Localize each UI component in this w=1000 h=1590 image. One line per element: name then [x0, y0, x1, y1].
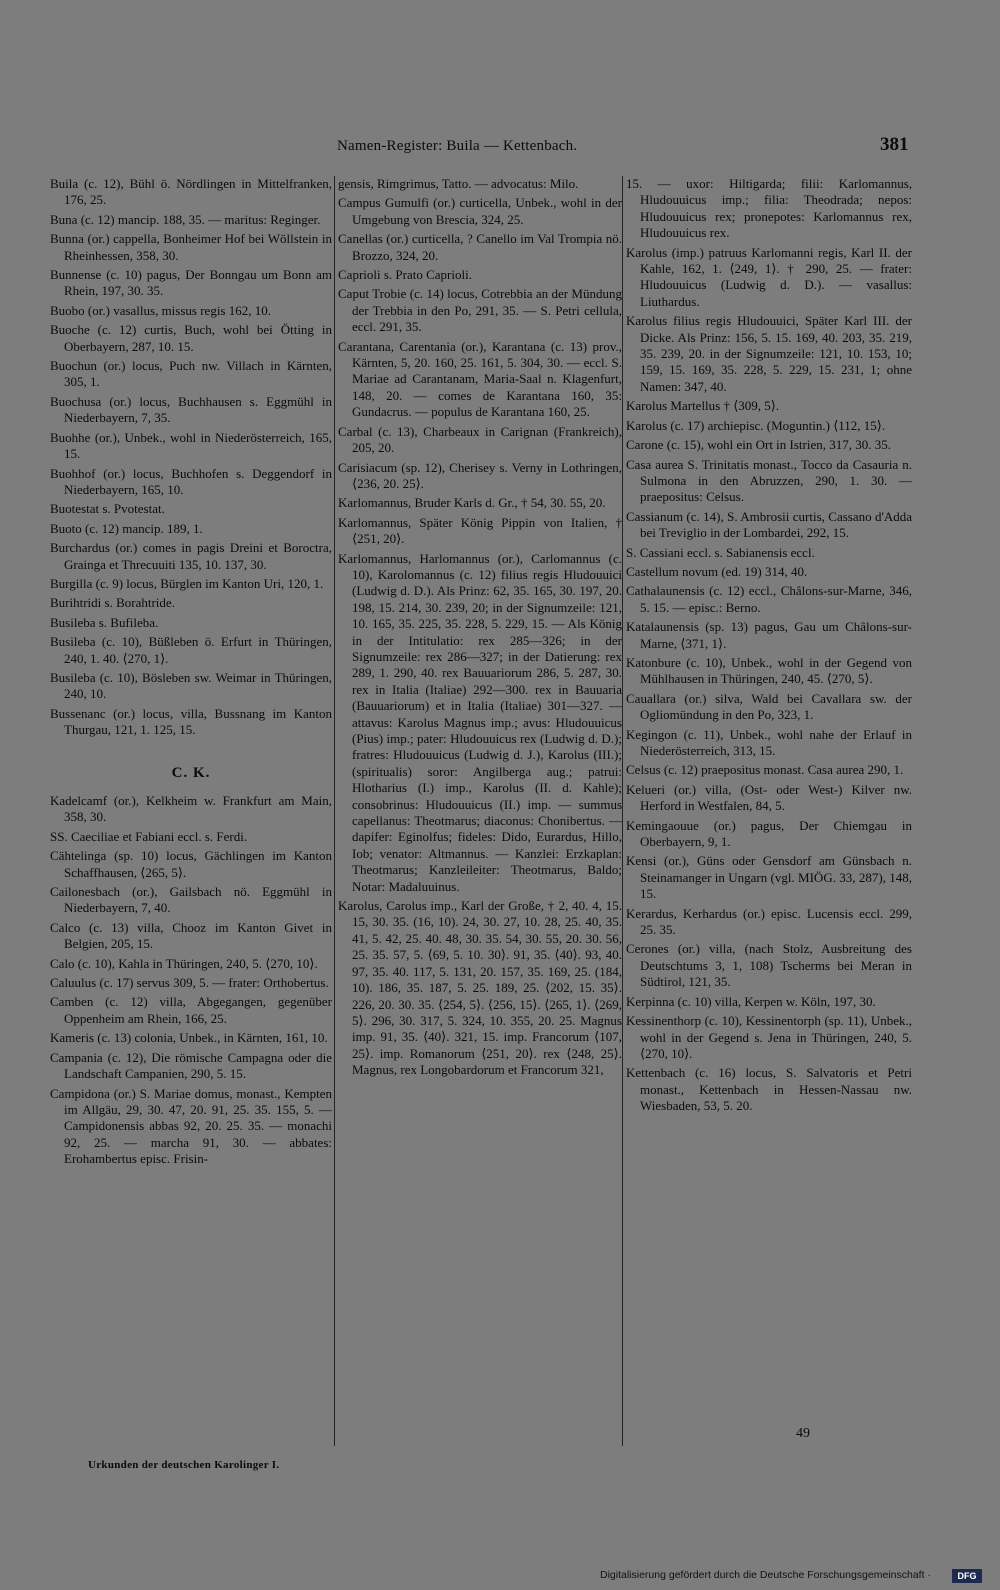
register-entry: Carbal (c. 13), Charbeaux in Carignan (Frankreich), 205, 20.	[338, 423, 622, 456]
register-entry: Karolus (imp.) patruus Karlomanni regis, Karl II. der Kahle, 162, 1. ⟨249, 1⟩. † 290, 25. — frater: Hludouuicus (Ludwig d. D.). — vasallus: Liuthardus.	[626, 244, 912, 309]
register-entry: Buohhe (or.), Unbek., wohl in Niederösterreich, 165, 15.	[50, 429, 332, 462]
register-entry: Caprioli s. Prato Caprioli.	[338, 267, 472, 283]
register-entry: Campus Gumulfi (or.) curticella, Unbek., wohl in der Umgebung von Brescia, 324, 25.	[338, 195, 622, 227]
register-entry: Carone (c. 15), wohl ein Ort in Istrien, 317, 30. 35.	[626, 437, 892, 453]
register-entry: Buoche (c. 12) curtis, Buch, wohl bei Ötting in Oberbayern, 287, 10. 15.	[50, 322, 332, 354]
register-entry: Campidona (or.) S. Mariae domus, monast., Kempten im Allgäu, 29, 30. 47, 20. 91, 25. 35. 155, 5. — Campidonensis abbas 92, 20. 25. 35. — monachi 92, 25. — marcha 91, 30. — abbates: Erohambertus episc. Frisin-	[50, 1085, 332, 1167]
register-entry: Karolus filius regis Hludouuici, Später Karl III. der Dicke. Als Prinz: 156, 5. 15. 169, 40. 203, 35. 219, 35. 239, 20. in der Signumzeile: 121, 10. 153, 10; 159, 15. 169, 35. 228, 5. 229, 15. 231, 1; ohne Namen: 347, 40.	[626, 313, 912, 394]
column-3	[626, 176, 912, 1458]
column-rule-left	[334, 176, 335, 1446]
register-entry: Cauallara (or.) silva, Wald bei Cavallara sw. der Ogliomündung in den Po, 323, 1.	[626, 690, 912, 723]
register-entry: Bunnense (c. 10) pagus, Der Bonngau um Bonn am Rhein, 197, 30. 35.	[50, 267, 332, 299]
register-entry: Buochusa (or.) locus, Buchhausen s. Eggmühl in Niederbayern, 7, 35.	[50, 393, 332, 426]
register-entry: Kettenbach (c. 16) locus, S. Salvatoris et Petri monast., Kettenbach in Hessen-Nassau nw. Wiesbaden, 53, 5. 20.	[626, 1065, 912, 1114]
register-entry: Camben (c. 12) villa, Abgegangen, gegenüber Oppenheim am Rhein, 166, 25.	[50, 994, 332, 1026]
register-entry: Buohhof (or.) locus, Buchhofen s. Deggendorf in Niederbayern, 165, 10.	[50, 465, 332, 497]
register-entry: Busileba (c. 10), Büßleben ö. Erfurt in Thüringen, 240, 1. 40. ⟨270, 1⟩.	[50, 634, 332, 666]
page-number: 381	[880, 134, 909, 155]
column-1	[50, 176, 332, 1458]
register-entry: Canellas (or.) curticella, ? Canello im Val Trompia nö. Brozzo, 324, 20.	[338, 231, 622, 263]
register-entry: Karlomannus, Harlomannus (or.), Carlomannus (c. 10), Karolomannus (c. 12) filius regis Hludouuici (Ludwig d. D.). Als Prinz: 62, 35. 165, 30. 197, 20. 198, 15. 214, 30. 239, 20; in der Signumzeile: 121, 10. 165, 35. 225, 35. 228, 5. 229, 15. — Als König in der Intitulatio: rex 285—326; in der Signumzeile: rex 286—327; in der Datierung: rex 289, 1. 290, 40. rex Bauuariorum 286, 5. 287, 30. rex in Italia (Italiae) 292—300. rex in Bauuaria (Bauuariorum) et in Italia (Italiae) 301—327. — attavus: Karolus Magnus imp.; avus: Hludouuicus (Pius) imp.; pater: Hludouuicus rex (Ludwig d. D.); fratres: Hludouuicus (Ludwig d. J.), Karolus (III.); (spiritualis) soror: Angilberga aug.; patrui: Hlotharius (I.) imp., Karolus (II. d. Kahle); consobrinus: Hludouuicus (II.) imp. — summus capellanus: Theotmarus; diaconus: Chonibertus. — dapifer: Eginolfus; fideles: Dido, Eurardus, Hillo, Iob; venator: Altmannus. — Kanzlei: Erzkaplan: Theotmarus; Kanzleileiter: Theotmarus, Baldo; Notar: Madaluuinus.	[338, 550, 622, 894]
register-entry: Casa aurea S. Trinitatis monast., Tocco da Casauria n. Sulmona in den Abruzzen, 290, 1. 30. — praepositus: Celsus.	[626, 456, 912, 505]
register-entry: Carantana, Carentania (or.), Karantana (c. 13) prov., Kärnten, 5, 20. 160, 25. 161, 5. 304, 30. — eccl. S. Mariae ad Carantanam, Maria-Saal n. Klagenfurt, 148, 20. — comes de Karantana 160, 35: Gundacrus. — populus de Karantana 160, 25.	[338, 338, 622, 420]
section-heading: C. K.	[171, 764, 211, 781]
register-entry: Karolus (c. 17) archiepisc. (Moguntin.) ⟨112, 15⟩.	[626, 417, 886, 433]
register-entry: Kameris (c. 13) colonia, Unbek., in Kärnten, 161, 10.	[50, 1030, 328, 1046]
column-rule-right	[622, 176, 623, 1446]
register-entry: Kessinenthorp (c. 10), Kessinentorph (sp. 11), Unbek., wohl in der Gegend s. Jena in Thüringen, 240, 5. ⟨270, 10⟩.	[626, 1013, 912, 1061]
register-entry: Caput Trobie (c. 14) locus, Cotrebbia an der Mündung der Trebbia in den Po, 291, 35. — S. Petri cellula, eccl. 291, 35.	[338, 286, 622, 335]
register-entry: Burihtridi s. Borahtride.	[50, 595, 175, 611]
column-2	[338, 176, 622, 1458]
register-entry: Busileba s. Bufileba.	[50, 614, 159, 630]
register-entry: Buna (c. 12) mancip. 188, 35. — maritus: Reginger.	[50, 211, 321, 227]
register-entry: Burchardus (or.) comes in pagis Dreini et Boroctra, Grainga et Threcuuiti 135, 10. 137, 30.	[50, 540, 332, 572]
register-entry: Cähtelinga (sp. 10) locus, Gächlingen im Kanton Schaffhausen, ⟨265, 5⟩.	[50, 848, 332, 880]
register-entry: Karlomannus, Bruder Karls d. Gr., † 54, 30. 55, 20.	[338, 495, 606, 511]
register-entry: Kensi (or.), Güns oder Gensdorf am Günsbach n. Steinamanger in Ungarn (vgl. MIÖG. 33, 287), 148, 15.	[626, 853, 912, 902]
register-entry: Buoto (c. 12) mancip. 189, 1.	[50, 520, 203, 536]
register-entry: Karlomannus, Später König Pippin von Italien, † ⟨251, 20⟩.	[338, 514, 622, 547]
register-entry: Karolus, Carolus imp., Karl der Große, † 2, 40. 4, 15. 15, 30. 35. (16, 10). 24, 30. 27, 10. 28, 25. 40, 35. 41, 5. 42, 25. 40. 48, 30. 35. 54, 30. 55, 20. 30. 56, 25. 35. 57, 5. ⟨69, 5. 10. 30⟩. 91, 35. ⟨40⟩. 93, 40. 97, 35. 40. 117, 5. 131, 20. 157, 35. 169, 25. (184, 10). 186, 35. 187, 5. 25. 189, 25. ⟨202, 15. 35⟩. 226, 20. 30. 35. ⟨254, 5⟩. ⟨256, 15⟩. ⟨265, 1⟩. ⟨269, 5⟩. 296, 30. 317, 5. 324, 10. 355, 20. 25. Magnus imp. 91, 35. ⟨40⟩. 321, 15. imp. Francorum ⟨107, 25⟩. imp. Romanorum ⟨251, 20⟩. rex ⟨248, 25⟩. Magnus, rex Longobardorum et Francorum 321,	[338, 898, 622, 1078]
register-entry: Buobo (or.) vasallus, missus regis 162, 10.	[50, 302, 271, 318]
register-entry: Cailonesbach (or.), Gailsbach nö. Eggmühl in Niederbayern, 7, 40.	[50, 884, 332, 916]
register-entry: Campania (c. 12), Die römische Campagna oder die Landschaft Campanien, 290, 5. 15.	[50, 1049, 332, 1082]
register-entry: Calo (c. 10), Kahla in Thüringen, 240, 5. ⟨270, 10⟩.	[50, 955, 318, 971]
register-entry: Busileba (c. 10), Bösleben sw. Weimar in Thüringen, 240, 10.	[50, 669, 332, 702]
register-entry: Katonbure (c. 10), Unbek., wohl in der Gegend von Mühlhausen in Thüringen, 240, 45. ⟨270, 5⟩.	[626, 654, 912, 687]
dfg-logo: DFG	[952, 1569, 982, 1583]
signature-mark: 49	[796, 1426, 810, 1441]
register-entry: Burgilla (c. 9) locus, Bürglen im Kanton Uri, 120, 1.	[50, 575, 324, 591]
register-entry: 15. — uxor: Hiltigarda; filii: Karlomannus, Hludouuicus imp.; filia: Theodrada; nepos: Hludouuicus rex; pronepotes: Karlomannus rex, Hludouuicus rex.	[626, 176, 912, 241]
column-1-entries	[50, 176, 332, 739]
register-entry: Cathalaunensis (c. 12) eccl., Châlons-sur-Marne, 346, 5. 15. — episc.: Berno.	[626, 583, 912, 615]
register-entry: Kerardus, Kerhardus (or.) episc. Lucensis eccl. 299, 25. 35.	[626, 905, 912, 938]
dfg-credit: Digitalisierung gefördert durch die Deutsche Forschungsgemeinschaft ·	[600, 1569, 931, 1581]
footer-title: Urkunden der deutschen Karolinger I.	[88, 1459, 280, 1471]
page-header	[0, 134, 1000, 160]
register-entry: Cerones (or.) villa, (nach Stolz, Ausbreitung des Deutschtums 3, 1, 108) Tscherms bei Meran in Südtirol, 121, 35.	[626, 941, 912, 990]
column-3-entries	[626, 176, 912, 1115]
register-entry: Caluulus (c. 17) servus 309, 5. — frater: Orthobertus.	[50, 975, 329, 991]
running-title: Namen-Register: Buila — Kettenbach.	[337, 138, 578, 154]
register-entry: Kegingon (c. 11), Unbek., wohl nahe der Erlauf in Niederösterreich, 313, 15.	[626, 726, 912, 758]
register-entry: Buotestat s. Pvotestat.	[50, 501, 165, 517]
register-entry: Kadelcamf (or.), Kelkheim w. Frankfurt am Main, 358, 30.	[50, 793, 332, 825]
register-entry: Kelueri (or.) villa, (Ost- oder West-) Kilver nw. Herford in Westfalen, 84, 5.	[626, 781, 912, 814]
column-1-entries-after	[50, 793, 332, 1168]
register-entry: SS. Caeciliae et Fabiani eccl. s. Ferdi.	[50, 828, 248, 844]
register-entry: Carisiacum (sp. 12), Cherisey s. Verny in Lothringen, ⟨236, 20. 25⟩.	[338, 459, 622, 491]
register-entry: Bussenanc (or.) locus, villa, Bussnang im Kanton Thurgau, 121, 1. 125, 15.	[50, 705, 332, 738]
register-entry: Bunna (or.) cappella, Bonheimer Hof bei Wöllstein in Rheinhessen, 358, 30.	[50, 231, 332, 263]
register-entry: Buila (c. 12), Bühl ö. Nördlingen in Mittelfranken, 176, 25.	[50, 176, 332, 208]
column-2-entries	[338, 176, 622, 1079]
register-entry: Katalaunensis (sp. 13) pagus, Gau um Châlons-sur-Marne, ⟨371, 1⟩.	[626, 619, 912, 651]
register-entry: Cassianum (c. 14), S. Ambrosii curtis, Cassano d'Adda bei Treviglio in der Lombardei, 292, 15.	[626, 508, 912, 541]
register-entry: S. Cassiani eccl. s. Sabianensis eccl.	[626, 544, 815, 560]
register-entry: Karolus Martellus † ⟨309, 5⟩.	[626, 398, 780, 414]
register-entry: Celsus (c. 12) praepositus monast. Casa aurea 290, 1.	[626, 762, 904, 778]
register-entry: Buochun (or.) locus, Puch nw. Villach in Kärnten, 305, 1.	[50, 358, 332, 390]
register-entry: Calco (c. 13) villa, Chooz im Kanton Givet in Belgien, 205, 15.	[50, 919, 332, 952]
register-entry: Kemingaouue (or.) pagus, Der Chiemgau in Oberbayern, 9, 1.	[626, 817, 912, 850]
register-entry: Kerpinna (c. 10) villa, Kerpen w. Köln, 197, 30.	[626, 993, 876, 1009]
register-entry: Castellum novum (ed. 19) 314, 40.	[626, 563, 808, 579]
register-entry: gensis, Rimgrimus, Tatto. — advocatus: Milo.	[338, 176, 579, 191]
